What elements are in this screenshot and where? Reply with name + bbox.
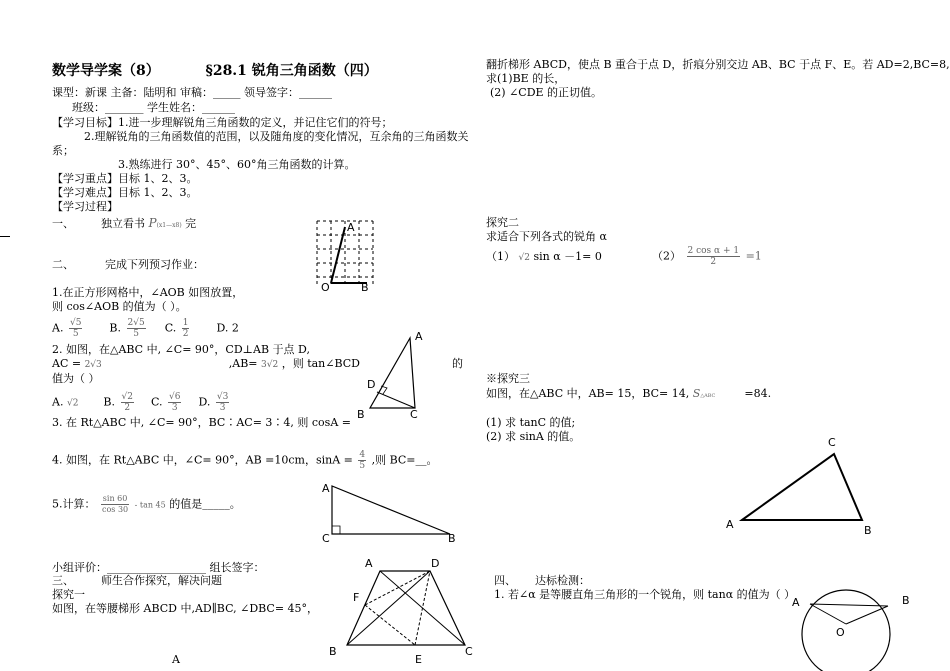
triangle-figure-q4 (320, 478, 460, 548)
step-1 (52, 216, 196, 233)
title-text: 数学导学案（8） (52, 63, 160, 79)
triangle-figure-explore3 (722, 432, 882, 542)
q2-label-c: C (410, 408, 418, 421)
explore-3-text: 如图，在△ABC 中，AB= 15，BC= 14, S△ABC =84. (486, 387, 772, 400)
step-1-end: 完 (185, 217, 197, 230)
explore-1-cont-2: 求(1)BE 的长， (486, 72, 566, 85)
section-title: §28.1 锐角三角函数（四） (205, 63, 378, 79)
key-points: 【学习重点】目标 1、2、3。 (52, 172, 198, 185)
question-3: 3. 在 Rt△ABC 中, ∠C= 90°，BC∶AC= 3∶4, 则 cosA = (52, 416, 351, 429)
process-heading: 【学习过程】 (52, 200, 118, 213)
q1-option-b-frac: $\frac{2√5}{5}$ (127, 318, 145, 339)
triangle-figure-q2 (355, 330, 445, 425)
q4-label-b: B (448, 532, 456, 545)
q2-label-d: D (367, 378, 376, 391)
q1-option-b: B. (109, 321, 122, 335)
equation-2: （2） $\frac{\text{2 cos α + 1}}{2}$ =1 (652, 246, 762, 267)
q2-label-a: A (415, 330, 423, 343)
question-2b: AC = 2√3 ,AB= 3√2 ，则 tan∠BCD (52, 357, 361, 370)
explore-3-q1: (1) 求 tanC 的值; (486, 416, 576, 429)
circle-label-b: B (902, 594, 910, 607)
step-3: 三、 师生合作探究，解决问题 (52, 574, 222, 587)
trap-label-c: C (465, 645, 473, 658)
ex3-label-b: B (864, 524, 872, 537)
circle-label-a: A (792, 596, 800, 609)
explore-1-text: 如图，在等腰梯形 ABCD 中,AD∥BC, ∠DBC= 45°， (52, 602, 319, 615)
question-1: 1.在正方形网格中，∠AOB 如图放置， (52, 286, 244, 299)
question-2b-end: 的 (452, 357, 463, 370)
q1-option-d: D. 2 (216, 321, 239, 335)
question-2: 2. 如图，在△ABC 中, ∠C= 90°，CD⊥AB 于点 D, (52, 343, 310, 356)
step-1-p: P (148, 216, 157, 230)
grid-figure (317, 221, 377, 296)
step-4: 四、 达标检测： (494, 574, 590, 587)
explore-2-text: 求适合下列各式的锐角 α (486, 230, 607, 243)
trapezoid-figure (325, 555, 480, 667)
circle-label-o: O (836, 626, 845, 639)
difficult-points: 【学习难点】目标 1、2、3。 (52, 186, 198, 199)
goal-1: 【学习目标】1.进一步理解锐角三角函数的定义，并记住它们的符号； (52, 116, 393, 129)
doc-title (52, 64, 378, 78)
question-2-options: A. √2 B. $\frac{√2}{2}$ C. $\frac{√6}{3}$ D. $\frac{√3}{3}$ (52, 392, 229, 413)
explore-3-heading: ※探究三 (486, 372, 530, 385)
question-1b: 则 cos∠AOB 的值为（ ）。 (52, 300, 187, 313)
explore-3-q2: (2) 求 sinA 的值。 (486, 430, 581, 443)
step-2-text: 完成下列预习作业： (105, 258, 204, 271)
question-1-options (52, 318, 239, 339)
bottom-label-a: A (172, 653, 180, 666)
step-2-num: 二、 (52, 258, 74, 271)
q4-label-c: C (322, 532, 330, 545)
trap-label-f: F (353, 591, 360, 604)
goal-2: 2.理解锐角的三角函数值的范围，以及随角度的变化情况，互余角的三角函数关 (84, 130, 469, 143)
step-2 (52, 258, 204, 272)
q2-label-b: B (357, 408, 365, 421)
explore-2-heading: 探究二 (486, 216, 519, 229)
goal-2b: 系； (52, 144, 74, 157)
q1-option-c: C. (164, 321, 177, 335)
grid-label-o: O (321, 281, 330, 294)
circle-figure (788, 582, 913, 671)
q4-label-a: A (322, 482, 330, 495)
goal-3: 3.熟练进行 30°、45°、60°角三角函数的计算。 (118, 158, 356, 171)
trap-label-d: D (431, 557, 440, 570)
explore-1-cont-3: (2) ∠CDE 的正切值。 (490, 86, 603, 99)
grid-label-b: B (361, 281, 369, 294)
group-evaluation: 小组评价：__________________ 组长签字： (52, 561, 265, 574)
ex3-label-a: A (726, 518, 734, 531)
ex3-label-c: C (828, 436, 836, 449)
step-1-text: 独立看书 (101, 217, 145, 230)
question-5: 5.计算： $\frac{\sin 60}{\cos 30}$ - tan 45 的值是_____。 (52, 494, 241, 514)
question-4: 4. 如图，在 Rt△ABC 中，∠C= 90°，AB =10cm，sinA = $\frac{4}{5}$ ,则 BC=__。 (52, 450, 438, 471)
margin-mark (0, 236, 10, 237)
test-question-1: 1. 若∠α 是等腰直角三角形的一个锐角，则 tanα 的值为（ ） (494, 588, 796, 601)
trap-label-a: A (365, 557, 373, 570)
trap-label-b: B (329, 645, 337, 658)
trap-label-e: E (415, 653, 422, 666)
grid-label-a: A (347, 221, 355, 234)
q1-option-c-frac: $\frac{1}{2}$ (182, 318, 189, 339)
question-2c: 值为（ ） (52, 372, 100, 385)
equation-1: （1） √2 sin α －1= 0 (486, 250, 602, 263)
meta-line: 课型：新课 主备：陆明和 审稿：_____ 领导签字：______ (52, 86, 332, 99)
step-1-num: 一、 (52, 217, 74, 230)
explore-1-cont-1: 翻折梯形 ABCD，使点 B 重合于点 D，折痕分别交边 AB、BC 于点 F、E。若 AD=2,BC=8, (486, 58, 950, 71)
explore-1-heading: 探究一 (52, 588, 85, 601)
step-1-sub: (x1—x8) (156, 222, 182, 229)
q1-option-a: A. (52, 321, 64, 335)
q1-option-a-frac: $\frac{√5}{5}$ (69, 318, 82, 339)
class-line: 班级：_______ 学生姓名：______ (72, 101, 235, 114)
